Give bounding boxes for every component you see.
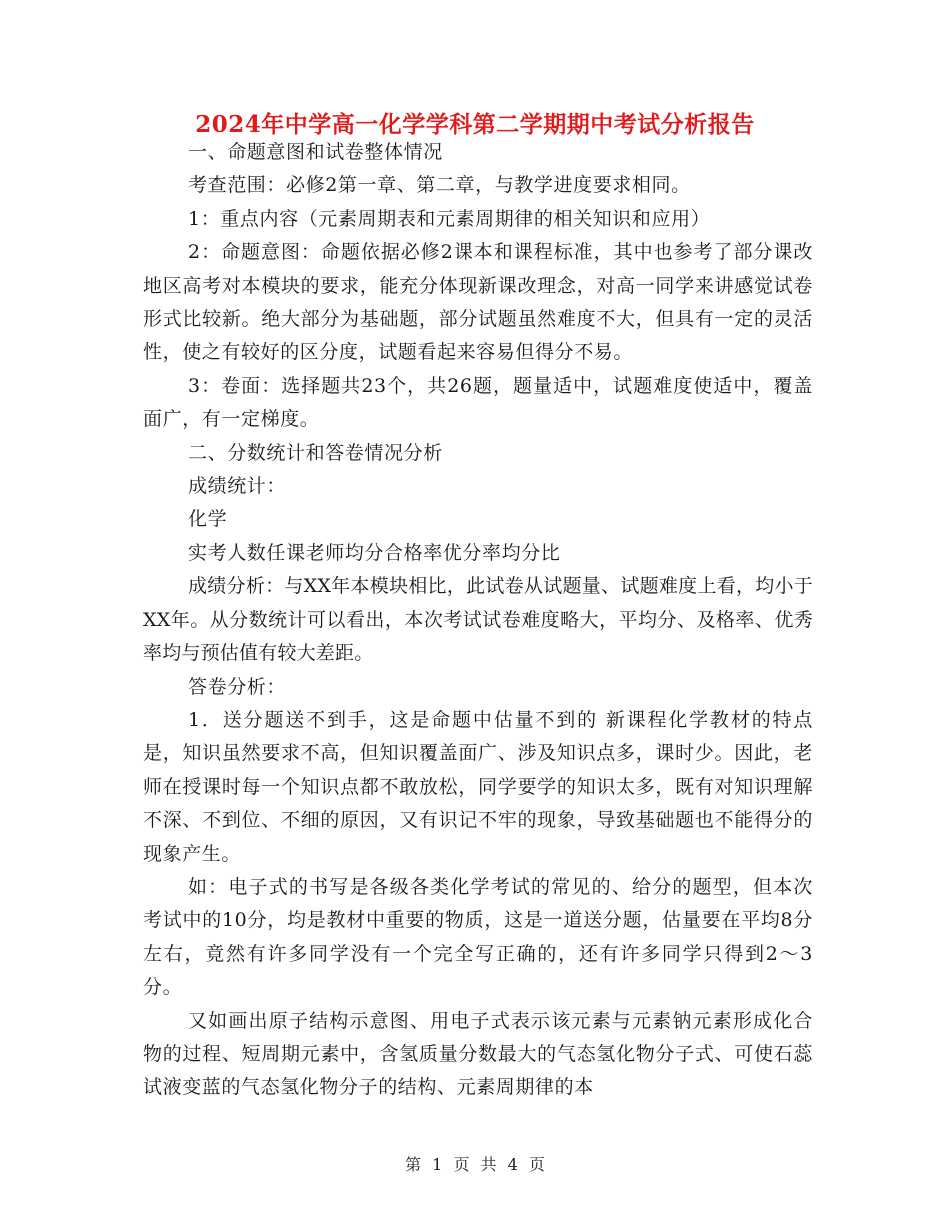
page-footer: 第 1 页 共 4 页 bbox=[405, 1155, 545, 1174]
section-heading-1: 一、命题意图和试卷整体情况 bbox=[188, 141, 443, 163]
document-title: 2024年中学高一化学学科第二学期期中考试分析报告 bbox=[195, 111, 755, 138]
paragraph-answer-analysis-label: 答卷分析： bbox=[188, 675, 287, 698]
paragraph-intent: 2：命题意图：命题依据必修2课本和课程标准，其中也参考了部分课改地区高考对本模块的要求，能充分体现新课改理念，对高一同学来讲感觉试卷形式比较新。绝大部分为基础题，部分试题虽然难度不大，但具有一定的灵活性，使之有较好的区分度，试题看起来容易但得分不易。 bbox=[143, 241, 813, 364]
paragraph-example-2: 又如画出原子结构示意图、用电子式表示该元素与元素钠元素形成化合物的过程、短周期元素中，含氢质量分数最大的气态氢化物分子式、可使石蕊试液变蓝的气态氢化物分子的结构、元素周期律的本 bbox=[143, 1009, 813, 1099]
paragraph-scope: 考查范围：必修2第一章、第二章，与教学进度要求相同。 bbox=[188, 174, 691, 197]
paragraph-stats-columns: 实考人数任课老师均分合格率优分率均分比 bbox=[188, 541, 561, 564]
section-heading-2: 二、分数统计和答卷情况分析 bbox=[188, 441, 443, 464]
document-body bbox=[143, 136, 813, 1105]
paragraph-score-analysis: 成绩分析：与XX年本模块相比，此试卷从试题量、试题难度上看，均小于XX年。从分数统计可以看出，本次考试试卷难度略大，平均分、及格率、优秀率均与预估值有较大差距。 bbox=[143, 575, 813, 665]
paragraph-layout: 3：卷面：选择题共23个，共26题，题量适中，试题难度使适中，覆盖面广，有一定梯度。 bbox=[143, 374, 813, 431]
paragraph-point-1: 1．送分题送不到手，这是命题中估量不到的 新课程化学教材的特点是，知识虽然要求不高，但知识覆盖面广、涉及知识点多，课时少。因此，老师在授课时每一个知识点都不敢放松，同学要学的知识太多，既有对知识理解不深、不到位、不细的原因，又有识记不牢的现象，导致基础题也不能得分的现象产生。 bbox=[143, 708, 813, 865]
paragraph-example-1: 如：电子式的书写是各级各类化学考试的常见的、给分的题型，但本次考试中的10分，均是教材中重要的物质，这是一道送分题，估量要在平均8分左右，竟然有许多同学没有一个完全写正确的，还有许多同学只得到2～3分。 bbox=[143, 875, 813, 999]
paragraph-subject: 化学 bbox=[188, 508, 228, 531]
paragraph-key-content: 1：重点内容（元素周期表和元素周期律的相关知识和应用） bbox=[188, 207, 711, 230]
paragraph-score-stats-label: 成绩统计： bbox=[188, 475, 287, 498]
